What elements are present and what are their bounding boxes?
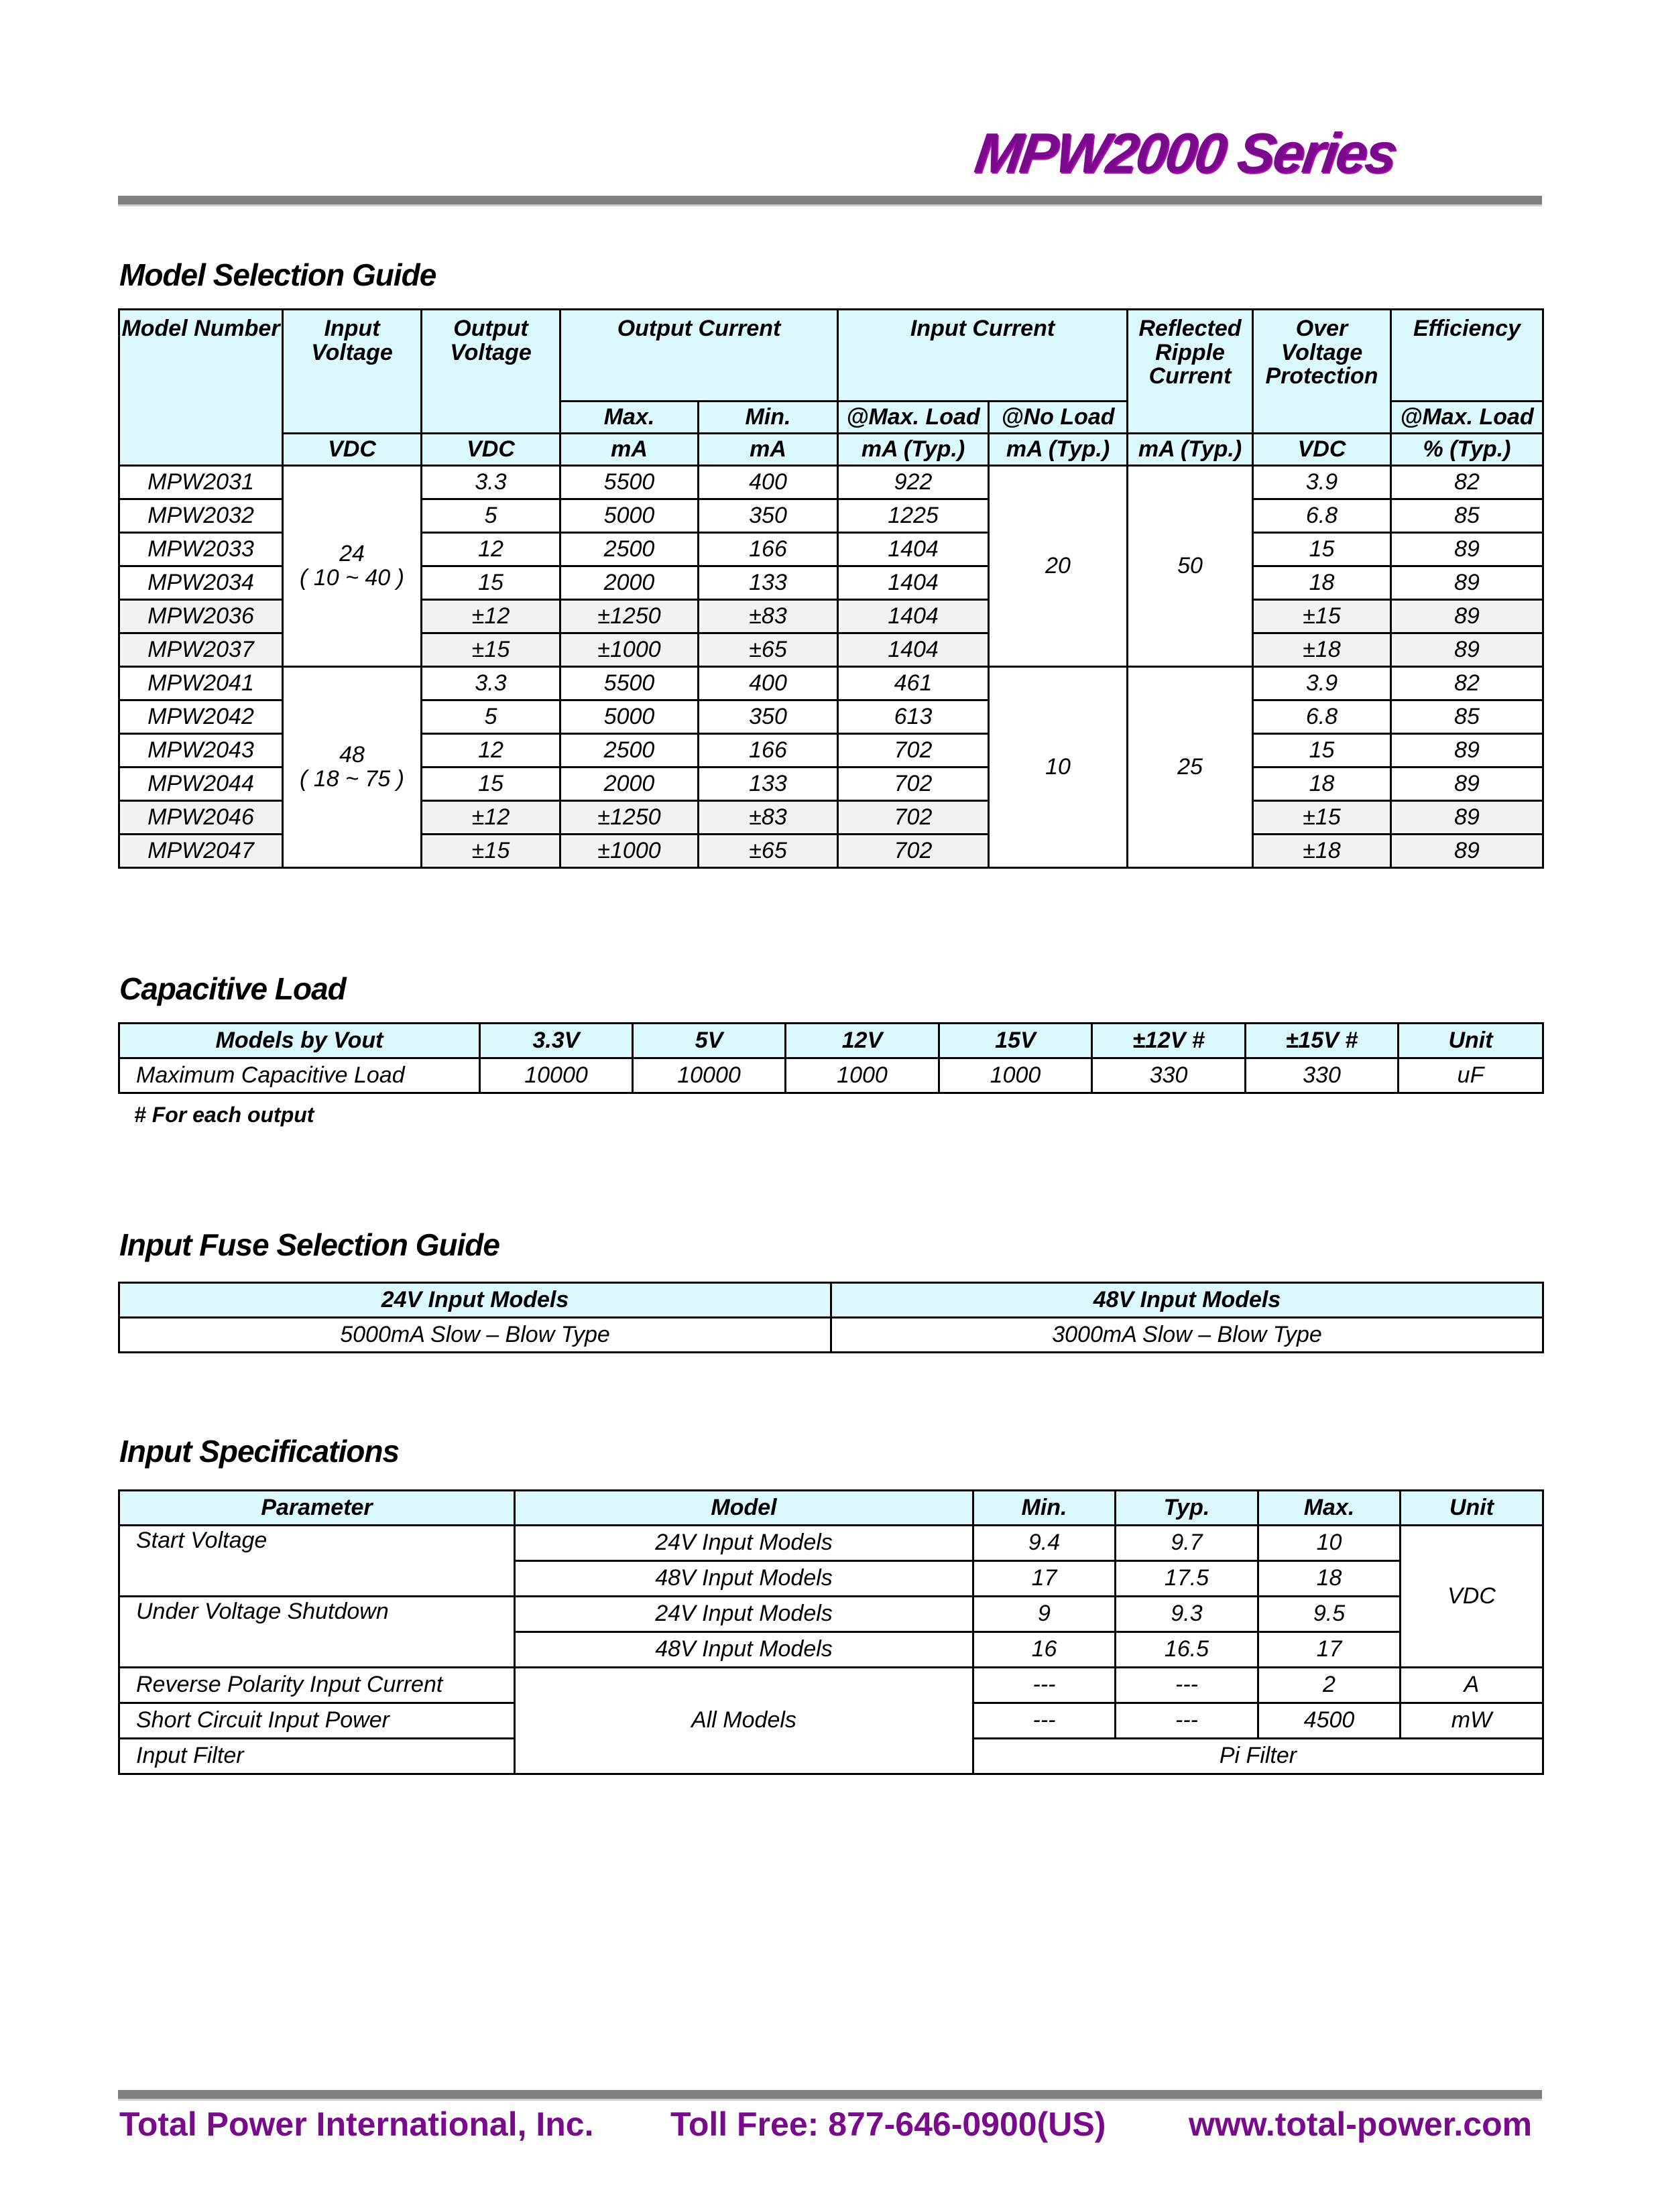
fuse-header-24v: 24V Input Models	[119, 1283, 831, 1318]
output-voltage-cell: 12	[422, 734, 560, 767]
cap-row-label: Maximum Capacitive Load	[119, 1058, 480, 1093]
unit-cell: A	[1401, 1668, 1543, 1703]
model-all-models: All Models	[515, 1668, 973, 1774]
output-current-min-cell: 166	[699, 734, 838, 767]
output-voltage-cell: ±15	[422, 633, 560, 667]
model-number-cell: MPW2046	[119, 801, 283, 835]
model-number-cell: MPW2032	[119, 499, 283, 533]
unit-cell: % (Typ.)	[1391, 434, 1543, 466]
input-voltage-cell	[283, 466, 422, 667]
col-parameter: Parameter	[119, 1491, 515, 1526]
output-voltage-cell: 3.3	[422, 667, 560, 700]
output-current-min-cell: 400	[699, 667, 838, 700]
ovp-cell: ±15	[1253, 801, 1391, 835]
model-number-cell: MPW2031	[119, 466, 283, 499]
unit-cell: mW	[1401, 1703, 1543, 1739]
min-cell: 9.4	[973, 1526, 1116, 1561]
model-cell: 24V Input Models	[515, 1526, 973, 1561]
model-cell: 48V Input Models	[515, 1561, 973, 1597]
output-current-min-cell: 400	[699, 466, 838, 499]
ovp-cell: ±18	[1253, 835, 1391, 868]
ovp-cell: 15	[1253, 533, 1391, 566]
input-current-no-load-cell: 20	[989, 466, 1128, 667]
col-model: Model	[515, 1491, 973, 1526]
model-number-cell: MPW2042	[119, 700, 283, 734]
efficiency-cell: 89	[1391, 533, 1543, 566]
input-current-max-load-cell: 461	[838, 667, 989, 700]
output-current-max-cell: ±1000	[560, 835, 699, 868]
fuse-table	[118, 1282, 1544, 1353]
footer-website[interactable]: www.total-power.com	[1189, 2105, 1533, 2143]
col-oc-max: Max.	[560, 402, 699, 434]
output-voltage-cell: 5	[422, 499, 560, 533]
max-cell: 18	[1258, 1561, 1401, 1597]
output-current-max-cell: 2500	[560, 734, 699, 767]
ovp-cell: 6.8	[1253, 499, 1391, 533]
output-current-min-cell: ±65	[699, 835, 838, 868]
reflected-ripple-cell: 50	[1128, 466, 1253, 667]
col-typ: Typ.	[1116, 1491, 1258, 1526]
model-selection-body	[119, 466, 1543, 868]
output-current-max-cell: 5500	[560, 667, 699, 700]
output-voltage-cell: ±12	[422, 600, 560, 633]
output-current-max-cell: ±1000	[560, 633, 699, 667]
col-max: Max.	[1258, 1491, 1401, 1526]
max-cell: 4500	[1258, 1703, 1401, 1739]
section-title-model-selection: Model Selection Guide	[119, 257, 436, 292]
col-model-number: Model Number	[119, 310, 283, 466]
input-voltage-nominal: 48	[339, 741, 365, 767]
unit-cell: mA (Typ.)	[838, 434, 989, 466]
max-cell: 2	[1258, 1668, 1401, 1703]
param-input-filter: Input Filter	[119, 1739, 515, 1774]
output-current-max-cell: 5000	[560, 700, 699, 734]
fuse-value-24v: 5000mA Slow – Blow Type	[119, 1318, 831, 1353]
model-number-cell: MPW2034	[119, 566, 283, 600]
input-filter-value: Pi Filter	[973, 1739, 1543, 1774]
typ-cell: ---	[1116, 1668, 1258, 1703]
capacitive-load-note: # For each output	[134, 1103, 314, 1127]
cap-value-cell: 330	[1092, 1058, 1246, 1093]
input-current-max-load-cell: 613	[838, 700, 989, 734]
min-cell: 17	[973, 1561, 1116, 1597]
efficiency-cell: 89	[1391, 633, 1543, 667]
input-voltage-cell	[283, 667, 422, 868]
efficiency-cell: 89	[1391, 801, 1543, 835]
model-selection-table	[118, 308, 1544, 869]
unit-cell: mA (Typ.)	[1128, 434, 1253, 466]
ovp-cell: 15	[1253, 734, 1391, 767]
output-current-max-cell: 2000	[560, 767, 699, 801]
input-current-max-load-cell: 1404	[838, 533, 989, 566]
output-current-min-cell: 350	[699, 700, 838, 734]
unit-cell: VDC	[422, 434, 560, 466]
output-voltage-cell: ±12	[422, 801, 560, 835]
output-current-min-cell: ±83	[699, 801, 838, 835]
ovp-cell: ±15	[1253, 600, 1391, 633]
output-voltage-cell: 5	[422, 700, 560, 734]
input-current-max-load-cell: 1404	[838, 600, 989, 633]
cap-header-label: Models by Vout	[119, 1024, 480, 1058]
footer-phone: Toll Free: 877-646-0900(US)	[670, 2105, 1106, 2143]
param-under-voltage: Under Voltage Shutdown	[119, 1597, 515, 1668]
ovp-cell: 18	[1253, 767, 1391, 801]
input-current-max-load-cell: 922	[838, 466, 989, 499]
cap-header-cell: ±12V #	[1092, 1024, 1246, 1058]
model-number-cell: MPW2037	[119, 633, 283, 667]
efficiency-cell: 89	[1391, 734, 1543, 767]
max-cell: 9.5	[1258, 1597, 1401, 1632]
unit-vdc: VDC	[1401, 1526, 1543, 1668]
unit-cell: mA	[560, 434, 699, 466]
model-number-cell: MPW2036	[119, 600, 283, 633]
cap-value-cell: 1000	[786, 1058, 939, 1093]
typ-cell: 16.5	[1116, 1632, 1258, 1668]
typ-cell: 17.5	[1116, 1561, 1258, 1597]
input-voltage-range: ( 10 ~ 40 )	[300, 564, 404, 591]
input-current-max-load-cell: 702	[838, 801, 989, 835]
fuse-value-48v: 3000mA Slow – Blow Type	[831, 1318, 1543, 1353]
param-reverse-polarity: Reverse Polarity Input Current	[119, 1668, 515, 1703]
output-current-max-cell: 2500	[560, 533, 699, 566]
input-voltage-nominal: 24	[339, 540, 365, 566]
typ-cell: ---	[1116, 1703, 1258, 1739]
output-current-min-cell: ±65	[699, 633, 838, 667]
ovp-cell: 18	[1253, 566, 1391, 600]
max-cell: 17	[1258, 1632, 1401, 1668]
col-ovp: Over Voltage Protection	[1253, 310, 1391, 434]
unit-cell: VDC	[1253, 434, 1391, 466]
col-input-current: Input Current	[838, 310, 1128, 402]
output-voltage-cell: 12	[422, 533, 560, 566]
ovp-cell: 3.9	[1253, 466, 1391, 499]
col-output-voltage: Output Voltage	[422, 310, 560, 434]
efficiency-cell: 82	[1391, 667, 1543, 700]
output-current-min-cell: ±83	[699, 600, 838, 633]
efficiency-cell: 85	[1391, 700, 1543, 734]
unit-cell: mA (Typ.)	[989, 434, 1128, 466]
efficiency-cell: 85	[1391, 499, 1543, 533]
output-voltage-cell: 15	[422, 566, 560, 600]
col-min: Min.	[973, 1491, 1116, 1526]
min-cell: 9	[973, 1597, 1116, 1632]
min-cell: ---	[973, 1668, 1116, 1703]
input-current-max-load-cell: 1225	[838, 499, 989, 533]
cap-header-cell: 12V	[786, 1024, 939, 1058]
output-current-max-cell: ±1250	[560, 600, 699, 633]
cap-value-cell: 10000	[480, 1058, 633, 1093]
ovp-cell: ±18	[1253, 633, 1391, 667]
table-row	[119, 667, 1543, 700]
col-reflected-ripple: Reflected Ripple Current	[1128, 310, 1253, 434]
ovp-cell: 3.9	[1253, 667, 1391, 700]
col-ic-no-load: @No Load	[989, 402, 1128, 434]
model-number-cell: MPW2033	[119, 533, 283, 566]
capacitive-load-table	[118, 1022, 1544, 1094]
cap-header-cell: 3.3V	[480, 1024, 633, 1058]
efficiency-cell: 82	[1391, 466, 1543, 499]
reflected-ripple-cell: 25	[1128, 667, 1253, 868]
input-specs-table	[118, 1489, 1544, 1775]
input-current-max-load-cell: 702	[838, 767, 989, 801]
max-cell: 10	[1258, 1526, 1401, 1561]
efficiency-cell: 89	[1391, 566, 1543, 600]
min-cell: ---	[973, 1703, 1116, 1739]
cap-header-cell: 15V	[939, 1024, 1092, 1058]
footer-company: Total Power International, Inc.	[119, 2105, 594, 2143]
cap-header-cell: ±15V #	[1246, 1024, 1399, 1058]
cap-value-cell: uF	[1399, 1058, 1543, 1093]
col-efficiency: Efficiency	[1391, 310, 1543, 402]
cap-header-cell: Unit	[1399, 1024, 1543, 1058]
efficiency-cell: 89	[1391, 600, 1543, 633]
efficiency-cell: 89	[1391, 767, 1543, 801]
model-cell: 24V Input Models	[515, 1597, 973, 1632]
output-current-max-cell: 5000	[560, 499, 699, 533]
input-current-no-load-cell: 10	[989, 667, 1128, 868]
output-voltage-cell: ±15	[422, 835, 560, 868]
output-current-min-cell: 166	[699, 533, 838, 566]
typ-cell: 9.7	[1116, 1526, 1258, 1561]
table-row	[119, 466, 1543, 499]
footer-rule	[118, 2090, 1542, 2101]
unit-cell: VDC	[283, 434, 422, 466]
output-current-max-cell: 2000	[560, 566, 699, 600]
param-start-voltage: Start Voltage	[119, 1526, 515, 1597]
model-number-cell: MPW2043	[119, 734, 283, 767]
output-voltage-cell: 15	[422, 767, 560, 801]
model-cell: 48V Input Models	[515, 1632, 973, 1668]
model-number-cell: MPW2047	[119, 835, 283, 868]
ovp-cell: 6.8	[1253, 700, 1391, 734]
output-voltage-cell: 3.3	[422, 466, 560, 499]
input-current-max-load-cell: 1404	[838, 566, 989, 600]
output-current-min-cell: 133	[699, 566, 838, 600]
min-cell: 16	[973, 1632, 1116, 1668]
efficiency-cell: 89	[1391, 835, 1543, 868]
series-title: MPW2000 Series	[971, 121, 1400, 184]
output-current-min-cell: 350	[699, 499, 838, 533]
input-current-max-load-cell: 702	[838, 835, 989, 868]
col-oc-min: Min.	[699, 402, 838, 434]
cap-header-cell: 5V	[633, 1024, 786, 1058]
section-title-fuse: Input Fuse Selection Guide	[119, 1227, 499, 1262]
col-eff-max-load: @Max. Load	[1391, 402, 1543, 434]
cap-value-cell: 10000	[633, 1058, 786, 1093]
output-current-min-cell: 133	[699, 767, 838, 801]
input-voltage-range: ( 18 ~ 75 )	[300, 765, 404, 792]
output-current-max-cell: 5500	[560, 466, 699, 499]
col-output-current: Output Current	[560, 310, 838, 402]
output-current-max-cell: ±1250	[560, 801, 699, 835]
col-ic-max-load: @Max. Load	[838, 402, 989, 434]
col-unit: Unit	[1401, 1491, 1543, 1526]
cap-value-cell: 330	[1246, 1058, 1399, 1093]
model-number-cell: MPW2041	[119, 667, 283, 700]
section-title-capacitive-load: Capacitive Load	[119, 971, 346, 1006]
cap-value-cell: 1000	[939, 1058, 1092, 1093]
section-title-input-specs: Input Specifications	[119, 1434, 400, 1469]
param-short-circuit: Short Circuit Input Power	[119, 1703, 515, 1739]
col-input-voltage: Input Voltage	[283, 310, 422, 434]
model-number-cell: MPW2044	[119, 767, 283, 801]
typ-cell: 9.3	[1116, 1597, 1258, 1632]
input-current-max-load-cell: 1404	[838, 633, 989, 667]
input-current-max-load-cell: 702	[838, 734, 989, 767]
unit-cell: mA	[699, 434, 838, 466]
header-rule	[118, 196, 1542, 206]
fuse-header-48v: 48V Input Models	[831, 1283, 1543, 1318]
